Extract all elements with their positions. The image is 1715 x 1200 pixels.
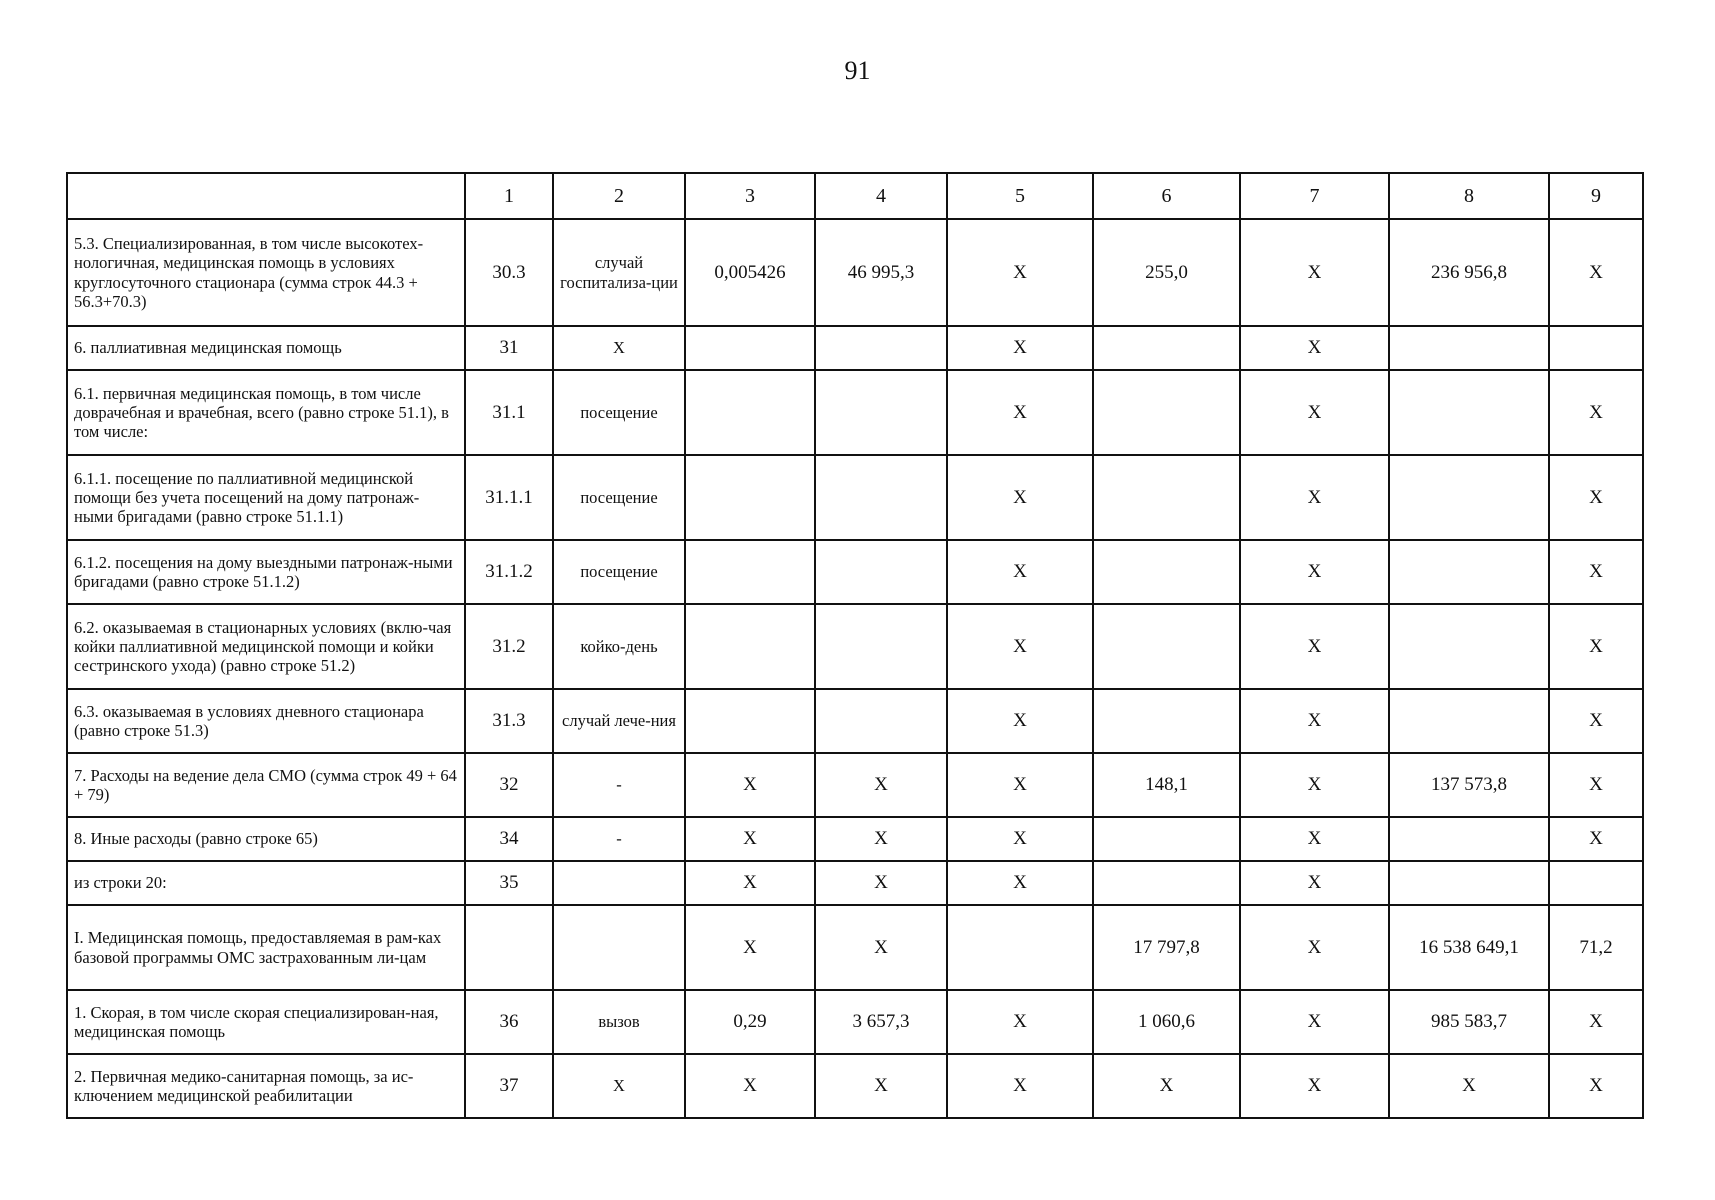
- table-cell: Х: [685, 817, 815, 861]
- table-row: [67, 219, 1643, 326]
- table-cell: [685, 689, 815, 753]
- table-cell: Х: [685, 1054, 815, 1118]
- table-cell: 0,29: [685, 990, 815, 1054]
- table-cell: Х: [1549, 540, 1643, 604]
- header-cell: 2: [553, 173, 685, 219]
- table-cell: Х: [947, 1054, 1093, 1118]
- table-cell: Х: [815, 753, 947, 817]
- table-cell: Х: [947, 604, 1093, 689]
- table-row: [67, 1054, 1643, 1118]
- table-cell: [815, 326, 947, 370]
- table-cell: Х: [947, 455, 1093, 540]
- row-unit: [553, 861, 685, 905]
- row-unit: Х: [553, 1054, 685, 1118]
- table-cell: [815, 689, 947, 753]
- table-cell: 46 995,3: [815, 219, 947, 326]
- row-line-number: 32: [465, 753, 553, 817]
- table-cell: 236 956,8: [1389, 219, 1549, 326]
- row-unit: случай лече-ния: [553, 689, 685, 753]
- row-line-number: 34: [465, 817, 553, 861]
- row-line-number: 31.2: [465, 604, 553, 689]
- table-cell: Х: [1240, 326, 1389, 370]
- table-cell: Х: [1549, 817, 1643, 861]
- row-line-number: 31.1.2: [465, 540, 553, 604]
- table-cell: [1389, 689, 1549, 753]
- row-description: 6.2. оказываемая в стационарных условиях (вклю-чая койки паллиативной медицинской помощи и койки сестринского ухода) (равно строке 51.2): [67, 604, 465, 689]
- row-unit: случай госпитализа-ции: [553, 219, 685, 326]
- table-cell: Х: [1240, 905, 1389, 990]
- table-cell: [815, 455, 947, 540]
- table-cell: [1389, 370, 1549, 455]
- table-cell: [1549, 861, 1643, 905]
- row-description: 5.3. Специализированная, в том числе высокотех-нологичная, медицинская помощь в условиях круглосуточного стационара (сумма строк 44.3 + 56.3+70.3): [67, 219, 465, 326]
- table-cell: Х: [1240, 990, 1389, 1054]
- table-cell: [1389, 604, 1549, 689]
- table-row: [67, 455, 1643, 540]
- table-cell: 17 797,8: [1093, 905, 1240, 990]
- table-cell: Х: [1240, 1054, 1389, 1118]
- table-cell: Х: [815, 817, 947, 861]
- row-description: 6. паллиативная медицинская помощь: [67, 326, 465, 370]
- row-unit: Х: [553, 326, 685, 370]
- table-row: [67, 689, 1643, 753]
- table-cell: Х: [1240, 455, 1389, 540]
- row-line-number: 31.1.1: [465, 455, 553, 540]
- table-cell: [685, 326, 815, 370]
- table-cell: Х: [1549, 219, 1643, 326]
- table-cell: 137 573,8: [1389, 753, 1549, 817]
- table-cell: Х: [947, 326, 1093, 370]
- table-cell: Х: [947, 689, 1093, 753]
- table-row: [67, 817, 1643, 861]
- table-header-row: [67, 173, 1643, 219]
- row-line-number: 31: [465, 326, 553, 370]
- row-line-number: [465, 905, 553, 990]
- table-cell: Х: [685, 905, 815, 990]
- row-line-number: 36: [465, 990, 553, 1054]
- row-unit: -: [553, 817, 685, 861]
- table-cell: [1549, 326, 1643, 370]
- table-cell: Х: [947, 540, 1093, 604]
- table-cell: Х: [947, 219, 1093, 326]
- table-cell: 3 657,3: [815, 990, 947, 1054]
- row-unit: -: [553, 753, 685, 817]
- table-cell: Х: [947, 817, 1093, 861]
- row-line-number: 31.3: [465, 689, 553, 753]
- table-cell: [815, 604, 947, 689]
- row-description: 7. Расходы на ведение дела СМО (сумма строк 49 + 64 + 79): [67, 753, 465, 817]
- header-cell: 6: [1093, 173, 1240, 219]
- row-unit: койко-день: [553, 604, 685, 689]
- table-cell: Х: [1093, 1054, 1240, 1118]
- row-unit: посещение: [553, 370, 685, 455]
- table-cell: [1093, 604, 1240, 689]
- table-cell: [685, 604, 815, 689]
- table-cell: [685, 455, 815, 540]
- table-cell: Х: [1549, 370, 1643, 455]
- table-cell: Х: [1549, 990, 1643, 1054]
- table-cell: Х: [685, 861, 815, 905]
- table-row: [67, 540, 1643, 604]
- table-cell: Х: [815, 1054, 947, 1118]
- table-cell: Х: [1240, 219, 1389, 326]
- table-cell: Х: [1240, 753, 1389, 817]
- row-description: 8. Иные расходы (равно строке 65): [67, 817, 465, 861]
- table-cell: [1389, 861, 1549, 905]
- table-cell: Х: [1549, 1054, 1643, 1118]
- table-cell: [1093, 817, 1240, 861]
- table-cell: [1093, 370, 1240, 455]
- table-row: [67, 990, 1643, 1054]
- table-cell: [1093, 689, 1240, 753]
- table-cell: [685, 540, 815, 604]
- header-cell: 5: [947, 173, 1093, 219]
- table-cell: 985 583,7: [1389, 990, 1549, 1054]
- table-cell: Х: [1240, 604, 1389, 689]
- table-cell: Х: [947, 990, 1093, 1054]
- row-description: I. Медицинская помощь, предоставляемая в рам-ках базовой программы ОМС застрахованным ли-цам: [67, 905, 465, 990]
- table-cell: Х: [1549, 753, 1643, 817]
- table-cell: [1093, 540, 1240, 604]
- row-line-number: 37: [465, 1054, 553, 1118]
- table-cell: 71,2: [1549, 905, 1643, 990]
- table-cell: [815, 540, 947, 604]
- header-cell: [67, 173, 465, 219]
- row-description: 6.1.1. посещение по паллиативной медицинской помощи без учета посещений на дому патронаж-ными бригадами (равно строке 51.1.1): [67, 455, 465, 540]
- table-row: [67, 753, 1643, 817]
- header-cell: 7: [1240, 173, 1389, 219]
- table-cell: Х: [1389, 1054, 1549, 1118]
- table-cell: 16 538 649,1: [1389, 905, 1549, 990]
- header-cell: 9: [1549, 173, 1643, 219]
- table-cell: [1389, 817, 1549, 861]
- row-line-number: 30.3: [465, 219, 553, 326]
- row-unit: посещение: [553, 455, 685, 540]
- table-cell: Х: [1240, 861, 1389, 905]
- page-number: 91: [844, 56, 871, 85]
- table-cell: Х: [947, 370, 1093, 455]
- table-cell: Х: [1549, 604, 1643, 689]
- table-cell: Х: [947, 753, 1093, 817]
- row-description: 6.1.2. посещения на дому выездными патронаж-ными бригадами (равно строке 51.1.2): [67, 540, 465, 604]
- table-cell: 148,1: [1093, 753, 1240, 817]
- table-cell: [947, 905, 1093, 990]
- table-cell: [1389, 326, 1549, 370]
- row-unit: посещение: [553, 540, 685, 604]
- table-cell: [815, 370, 947, 455]
- table-cell: [685, 370, 815, 455]
- table-cell: 255,0: [1093, 219, 1240, 326]
- row-description: 6.3. оказываемая в условиях дневного стационара (равно строке 51.3): [67, 689, 465, 753]
- table-cell: Х: [1549, 689, 1643, 753]
- table-cell: [1093, 861, 1240, 905]
- table-cell: Х: [1240, 370, 1389, 455]
- data-table: [66, 172, 1644, 1119]
- table-row: [67, 861, 1643, 905]
- table-cell: Х: [815, 905, 947, 990]
- row-unit: вызов: [553, 990, 685, 1054]
- table-cell: Х: [815, 861, 947, 905]
- header-cell: 3: [685, 173, 815, 219]
- table-cell: Х: [1240, 540, 1389, 604]
- header-cell: 1: [465, 173, 553, 219]
- row-unit: [553, 905, 685, 990]
- row-description: 1. Скорая, в том числе скорая специализирован-ная, медицинская помощь: [67, 990, 465, 1054]
- row-line-number: 35: [465, 861, 553, 905]
- table-row: [67, 326, 1643, 370]
- table-cell: Х: [1240, 817, 1389, 861]
- table-cell: [1093, 326, 1240, 370]
- header-cell: 4: [815, 173, 947, 219]
- table-cell: Х: [1240, 689, 1389, 753]
- table-cell: 1 060,6: [1093, 990, 1240, 1054]
- row-line-number: 31.1: [465, 370, 553, 455]
- header-cell: 8: [1389, 173, 1549, 219]
- row-description: 6.1. первичная медицинская помощь, в том числе доврачебная и врачебная, всего (равно строке 51.1), в том числе:: [67, 370, 465, 455]
- table-cell: 0,005426: [685, 219, 815, 326]
- row-description: из строки 20:: [67, 861, 465, 905]
- table-cell: [1389, 455, 1549, 540]
- table-row: [67, 604, 1643, 689]
- table-row: [67, 370, 1643, 455]
- table-cell: [1389, 540, 1549, 604]
- table-cell: Х: [947, 861, 1093, 905]
- table-cell: Х: [1549, 455, 1643, 540]
- table-row: [67, 905, 1643, 990]
- table-cell: [1093, 455, 1240, 540]
- table-cell: Х: [685, 753, 815, 817]
- row-description: 2. Первичная медико-санитарная помощь, за ис-ключением медицинской реабилитации: [67, 1054, 465, 1118]
